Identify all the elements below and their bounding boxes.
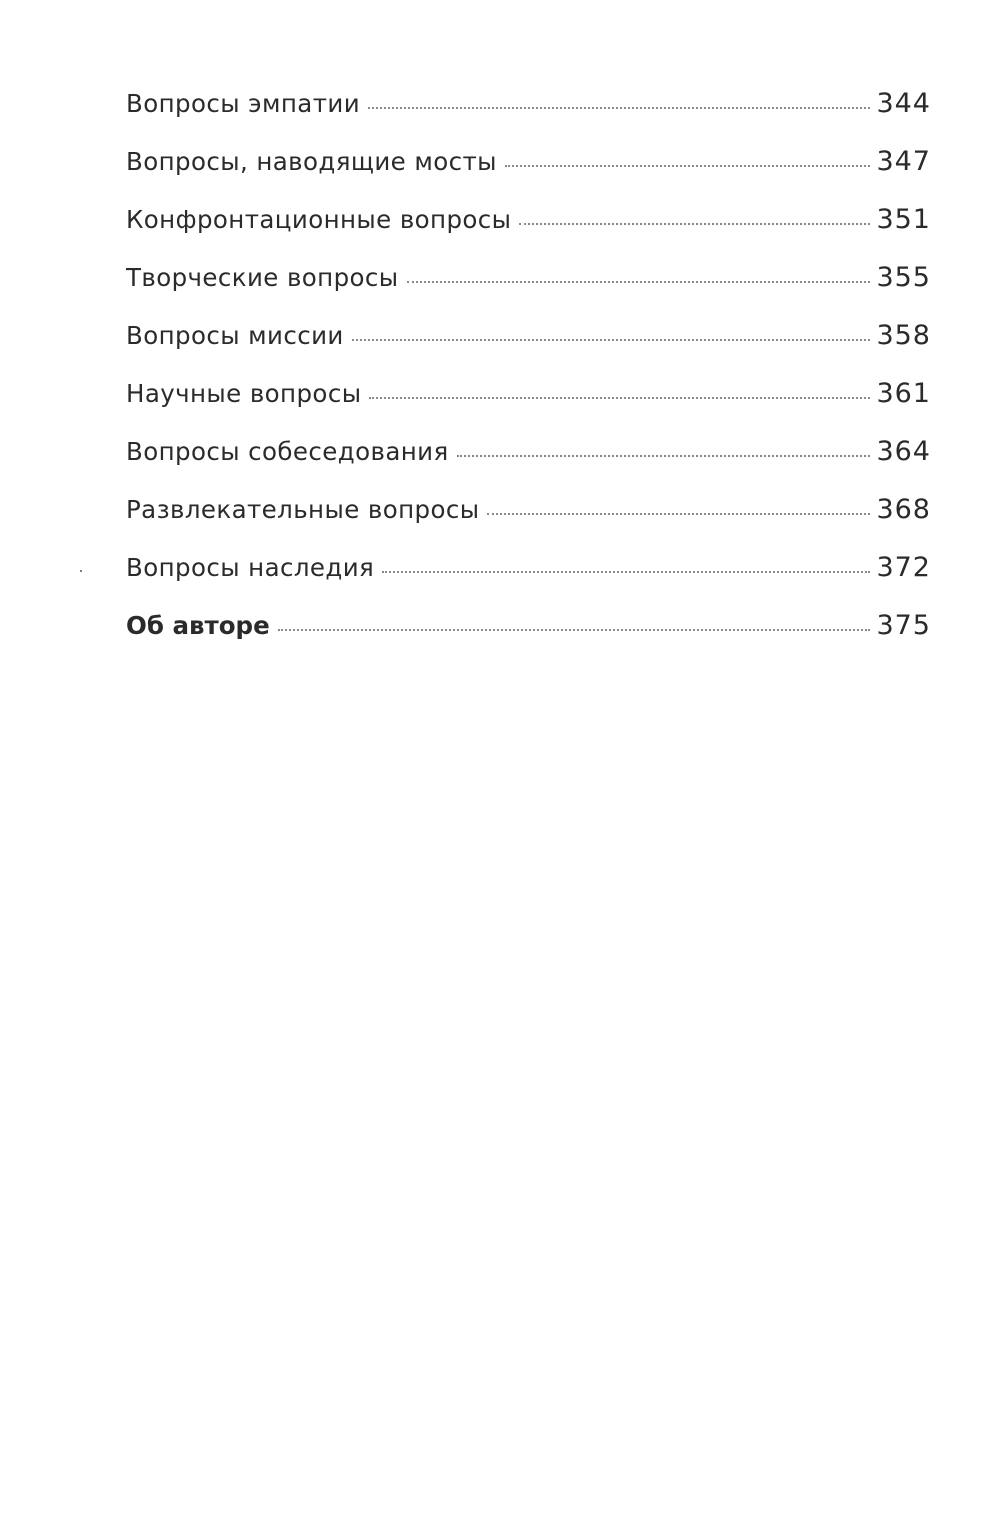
toc-entry-title: Конфронтационные вопросы [126,205,512,234]
toc-entry-bridging[interactable] [126,146,931,204]
toc-leader-dots [369,397,870,399]
stray-mark [80,570,82,572]
toc-entry-page: 351 [876,204,931,235]
toc-entry-title: Научные вопросы [126,379,362,408]
toc-entry-page: 372 [876,552,931,583]
toc-entry-page: 368 [876,494,931,525]
toc-leader-dots [487,513,870,515]
toc-leader-dots [278,629,871,631]
toc-entry-page: 358 [876,320,931,351]
toc-entry-page: 347 [876,146,931,177]
toc-entry-title: Творческие вопросы [126,263,399,292]
toc-entry-legacy[interactable] [126,552,931,610]
toc-leader-dots [352,339,871,341]
toc-entry-mission[interactable] [126,320,931,378]
toc-entry-title: Об авторе [126,611,270,640]
toc-leader-dots [519,223,870,225]
toc-entry-title: Вопросы, наводящие мосты [126,147,497,176]
toc-leader-dots [457,455,871,457]
toc-entry-title: Вопросы наследия [126,553,375,582]
toc-entry-page: 361 [876,378,931,409]
toc-entry-title: Вопросы собеседования [126,437,449,466]
toc-entry-entertaining[interactable] [126,494,931,552]
toc-entry-empathy[interactable] [126,88,931,146]
toc-entry-page: 344 [876,88,931,119]
toc-entry-scientific[interactable] [126,378,931,436]
toc-entry-title: Вопросы эмпатии [126,89,361,118]
toc-entry-interview[interactable] [126,436,931,494]
toc-leader-dots [382,571,870,573]
toc-entry-confrontational[interactable] [126,204,931,262]
toc-entry-about-author[interactable] [126,610,931,668]
toc-entry-page: 355 [876,262,931,293]
toc-leader-dots [505,165,871,167]
toc-entry-creative[interactable] [126,262,931,320]
table-of-contents [126,88,931,668]
toc-entry-page: 375 [876,610,931,641]
toc-entry-title: Развлекательные вопросы [126,495,480,524]
toc-leader-dots [368,107,870,109]
toc-entry-page: 364 [876,436,931,467]
toc-leader-dots [407,281,871,283]
toc-entry-title: Вопросы миссии [126,321,344,350]
